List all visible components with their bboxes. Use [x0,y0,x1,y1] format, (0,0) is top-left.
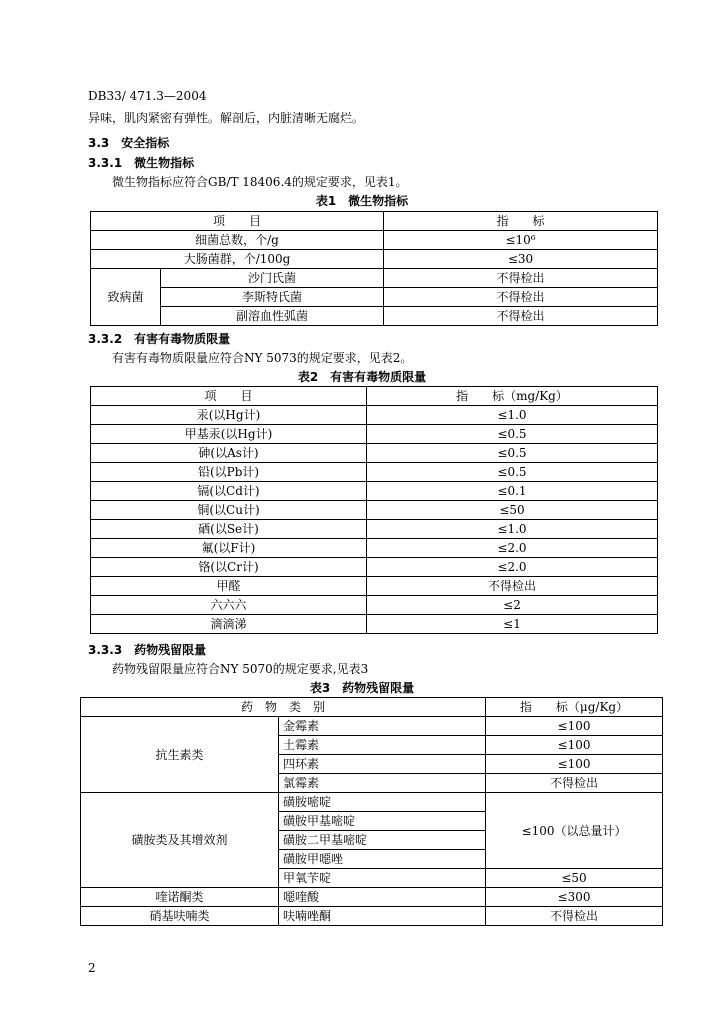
table2-item: 汞(以Hg计) [91,406,367,425]
table1-header-row [91,212,658,231]
table2-harmful-substances [90,386,658,634]
table3-value: ≤100 [486,736,663,755]
table2-value: ≤0.5 [367,425,658,444]
table-row [81,717,663,736]
table-row [81,907,663,926]
document-header: DB33/ 471.3—2004 [88,89,207,103]
table1-item: 李斯特氏菌 [161,288,384,307]
table2-value: ≤0.1 [367,482,658,501]
table1-group-label: 致病菌 [91,269,161,326]
table2-item: 镉(以Cd计) [91,482,367,501]
table1-header-value: 指 标 [384,212,658,231]
table-row [91,307,658,326]
table3-value: 不得检出 [486,907,663,926]
table2-value: ≤2.0 [367,539,658,558]
table-row [91,577,658,596]
table-row [81,793,663,812]
table2-item: 六六六 [91,596,367,615]
table2-value: ≤1.0 [367,406,658,425]
table-row [91,250,658,269]
table1-value: ≤30 [384,250,658,269]
table3-item: 氯霉素 [279,774,486,793]
table-row [91,558,658,577]
table2-item: 铜(以Cu计) [91,501,367,520]
table2-value: ≤1.0 [367,520,658,539]
table1-header-item: 项 目 [91,212,384,231]
table3-item: 甲氧苄啶 [279,869,486,888]
table3-item: 磺胺二甲基嘧啶 [279,831,486,850]
table3-header-item: 药 物 类 别 [81,698,486,717]
table1-caption: 表1 微生物指标 [315,194,409,208]
continued-text: 异味，肌肉紧密有弹性。解剖后，内脏清晰无腐烂。 [88,111,365,125]
table-row [91,539,658,558]
table1-item: 副溶血性弧菌 [161,307,384,326]
table3-item: 金霉素 [279,717,486,736]
section-3-3-1-heading: 3.3.1 微生物指标 [88,156,195,170]
table3-item: 磺胺嘧啶 [279,793,486,812]
table2-header-item: 项 目 [91,387,367,406]
table3-item: 四环素 [279,755,486,774]
table-row [91,615,658,634]
table2-header-row [91,387,658,406]
table-row [91,482,658,501]
table2-value: ≤0.5 [367,463,658,482]
table3-combined-value: ≤100（以总量计） [486,793,663,869]
table2-item: 铬(以Cr计) [91,558,367,577]
table-row [91,231,658,250]
table2-value: ≤1 [367,615,658,634]
table3-value: ≤300 [486,888,663,907]
table2-value: ≤0.5 [367,444,658,463]
table3-caption: 表3 药物残留限量 [309,681,415,695]
table3-value: ≤100 [486,717,663,736]
table2-header-value: 指 标（mg/Kg） [367,387,658,406]
table3-item: 呋喃唑酮 [279,907,486,926]
table-row [91,520,658,539]
table2-item: 铅(以Pb计) [91,463,367,482]
table3-category-sulfonamides: 磺胺类及其增效剂 [81,793,279,888]
table2-caption: 表2 有害有毒物质限量 [297,370,427,384]
section-3-3-1-paragraph: 微生物指标应符合GB/T 18406.4的规定要求，见表1。 [112,175,408,189]
table-row [91,425,658,444]
table1-microbial [90,211,658,326]
table2-value: ≤2.0 [367,558,658,577]
table1-value: 不得检出 [384,288,658,307]
table2-value: ≤2 [367,596,658,615]
table-row [91,463,658,482]
table-row [91,269,658,288]
table3-header-value: 指 标（μg/Kg） [486,698,663,717]
table1-item: 细菌总数，个/g [91,231,384,250]
table3-value: ≤100 [486,755,663,774]
table2-value: ≤50 [367,501,658,520]
section-3-3-3-paragraph: 药物残留限量应符合NY 5070的规定要求,见表3 [112,662,369,676]
table3-category-antibiotics: 抗生素类 [81,717,279,793]
table3-value: 不得检出 [486,774,663,793]
table1-value: 不得检出 [384,307,658,326]
table3-category: 喹诺酮类 [81,888,279,907]
table1-value: ≤10⁶ [384,231,658,250]
section-3-3-2-heading: 3.3.2 有害有毒物质限量 [88,332,231,346]
table-row [91,406,658,425]
table-row [91,501,658,520]
table2-item: 甲醛 [91,577,367,596]
table2-item: 砷(以As计) [91,444,367,463]
table1-item: 大肠菌群，个/100g [91,250,384,269]
table2-item: 滴滴涕 [91,615,367,634]
section-3-3-3-heading: 3.3.3 药物残留限量 [88,643,207,657]
table3-category: 硝基呋喃类 [81,907,279,926]
table2-item: 硒(以Se计) [91,520,367,539]
table1-item: 沙门氏菌 [161,269,384,288]
table2-value: 不得检出 [367,577,658,596]
section-3-3-2-paragraph: 有害有毒物质限量应符合NY 5073的规定要求，见表2。 [112,351,413,365]
table2-item: 甲基汞(以Hg计) [91,425,367,444]
table2-item: 氟(以F计) [91,539,367,558]
table3-item: 磺胺甲噁唑 [279,850,486,869]
table3-header-row [81,698,663,717]
table3-value: ≤50 [486,869,663,888]
table3-drug-residues [80,697,663,926]
table1-value: 不得检出 [384,269,658,288]
page-number: 2 [88,961,96,975]
table-row [91,444,658,463]
table-row [91,596,658,615]
table3-item: 土霉素 [279,736,486,755]
section-3-3-heading: 3.3 安全指标 [88,136,170,150]
table3-item: 磺胺甲基嘧啶 [279,812,486,831]
table-row [91,288,658,307]
table3-item: 噁喹酸 [279,888,486,907]
table-row [81,888,663,907]
